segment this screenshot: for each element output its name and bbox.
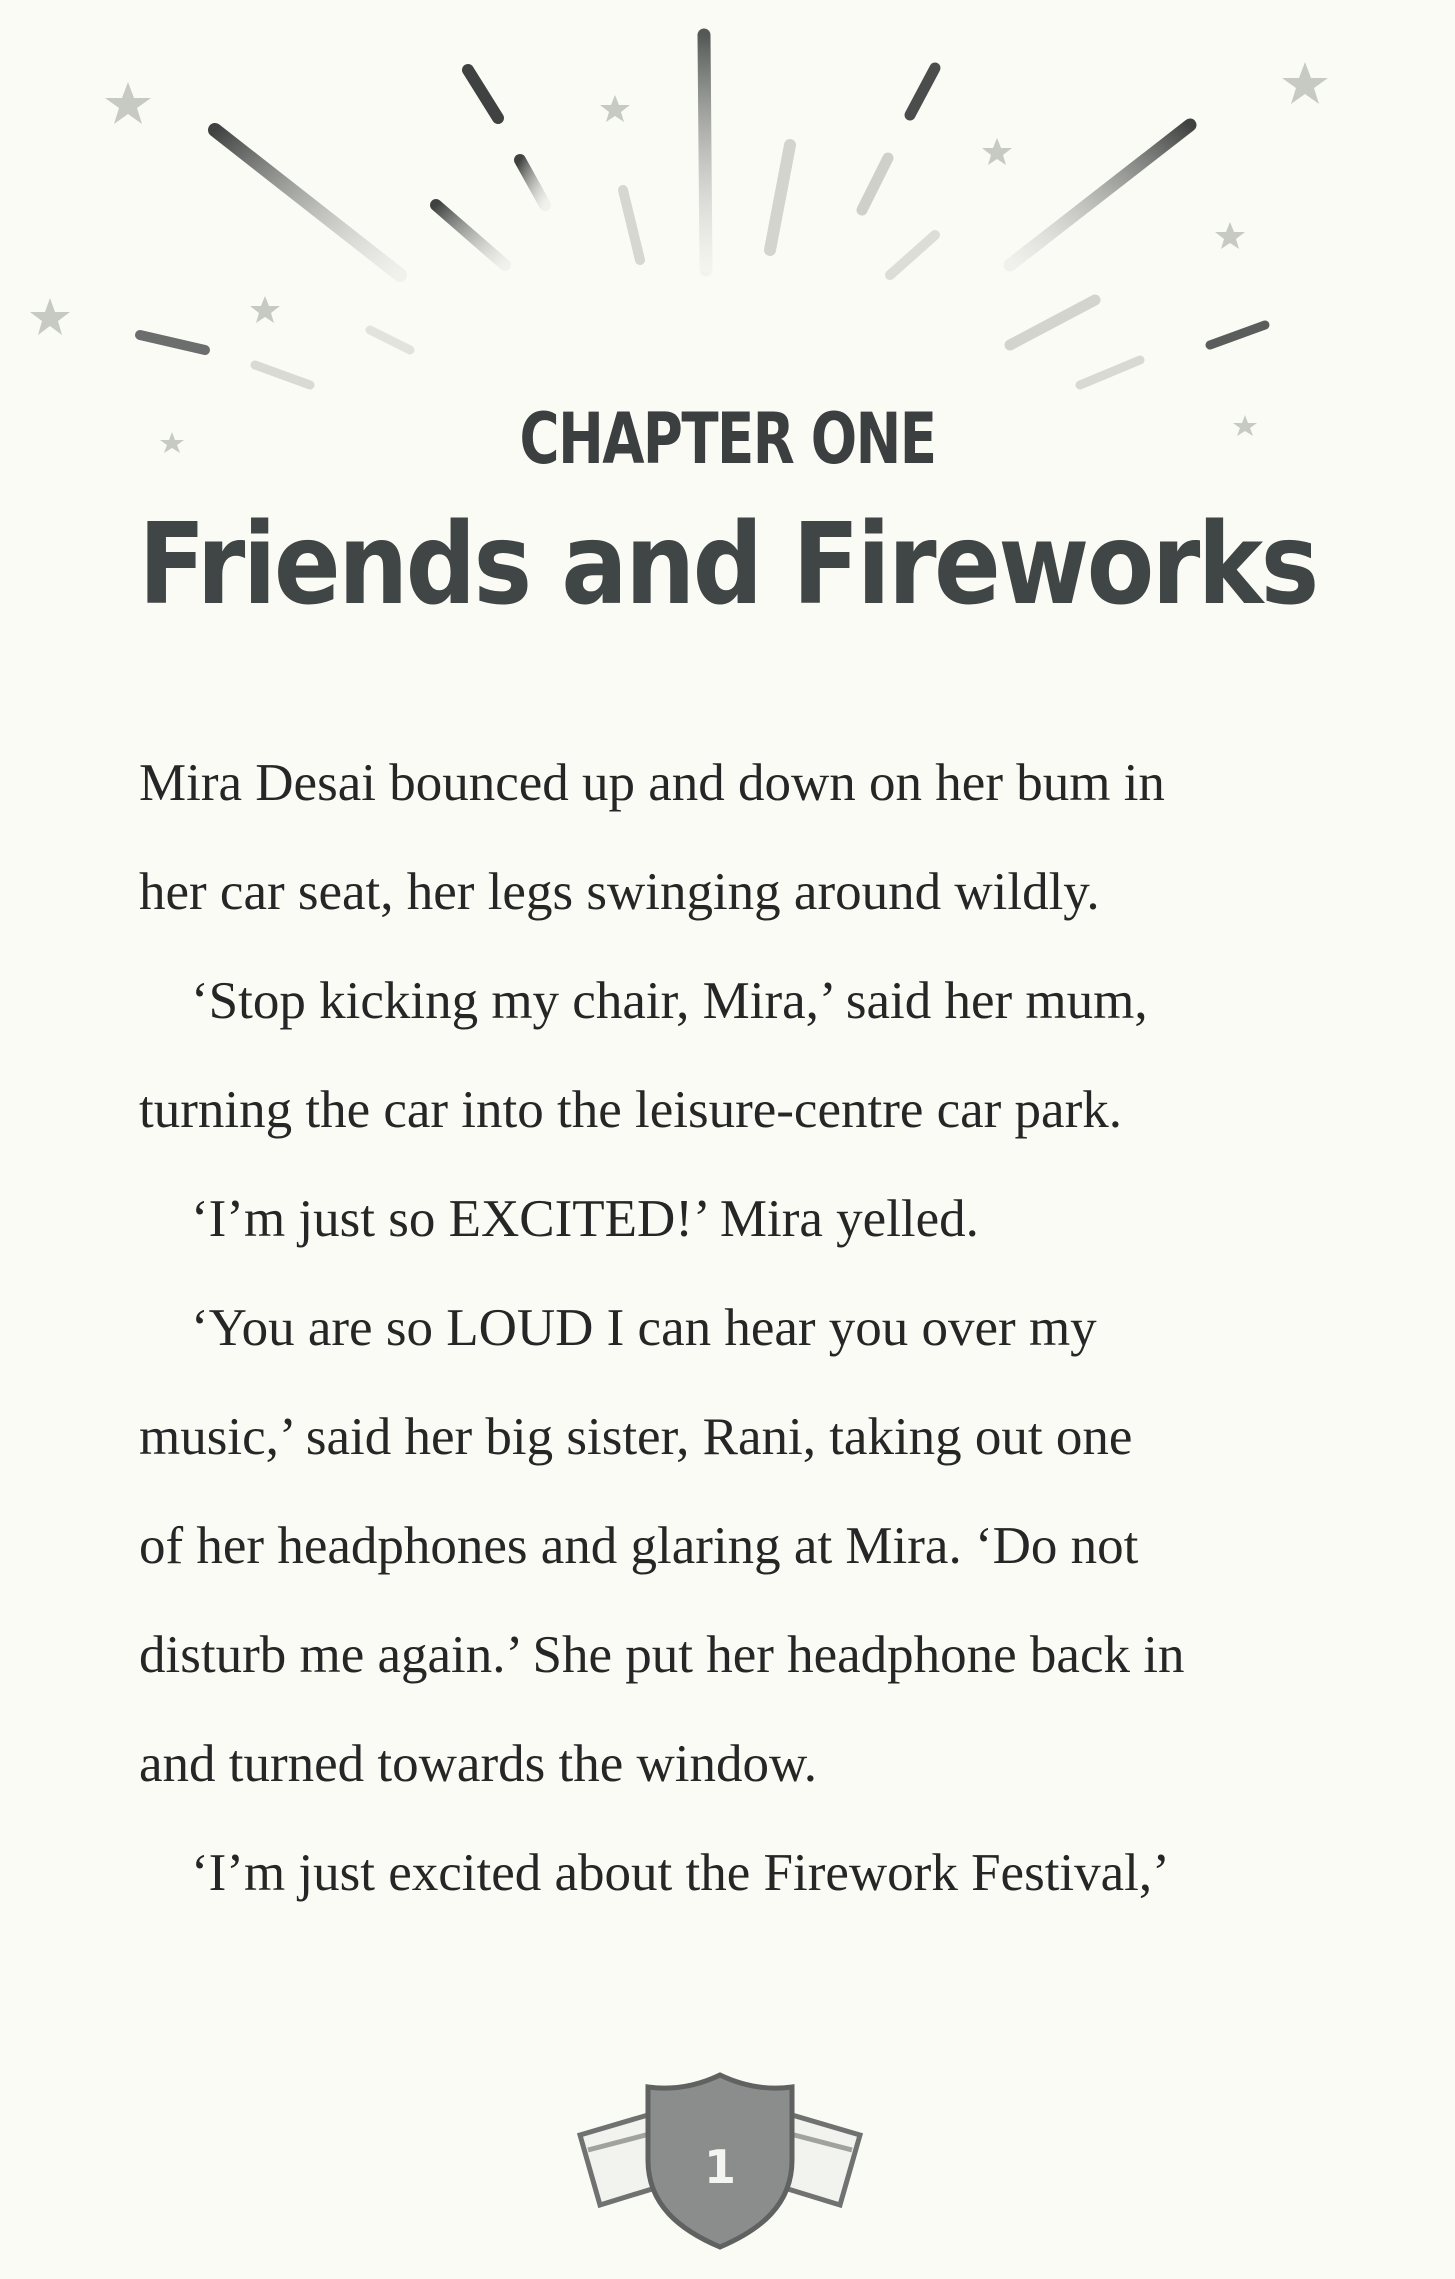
firework-ray — [215, 130, 400, 275]
firework-ray — [520, 160, 545, 205]
text-line: ‘I’m just so EXCITED!’ Mira yelled. — [191, 1190, 979, 1248]
text-line: ‘I’m just excited about the Firework Festival,’ — [191, 1844, 1170, 1902]
text-line: turning the car into the leisure-centre car park. — [139, 1081, 1122, 1139]
text-line: her car seat, her legs swinging around wildly. — [139, 863, 1100, 921]
firework-ray — [910, 68, 935, 115]
star-icon — [250, 296, 280, 323]
page-number: 1 — [703, 2140, 736, 2194]
star-icon — [982, 138, 1012, 165]
star-icon — [30, 298, 70, 335]
firework-ray — [140, 335, 205, 350]
firework-ray — [623, 190, 640, 260]
star-icon — [1282, 62, 1328, 104]
star-icon — [105, 82, 151, 124]
firework-ray — [1010, 125, 1190, 265]
chapter-body-text — [139, 740, 1339, 1939]
text-line: music,’ said her big sister, Rani, taking out one — [139, 1408, 1133, 1466]
firework-ray — [436, 205, 505, 265]
text-line: ‘You are so LOUD I can hear you over my — [191, 1299, 1097, 1357]
firework-ray — [862, 158, 888, 210]
firework-ray — [1010, 300, 1095, 345]
firework-ray — [370, 330, 410, 350]
star-icon — [600, 95, 630, 122]
text-line: ‘Stop kicking my chair, Mira,’ said her mum, — [191, 972, 1148, 1030]
firework-ray — [704, 35, 706, 270]
chapter-title: Friends and Fireworks — [138, 500, 1317, 630]
firework-ray — [770, 145, 790, 250]
firework-ray — [1210, 325, 1265, 345]
text-line: of her headphones and glaring at Mira. ‘Do not — [139, 1517, 1139, 1575]
firework-ray — [1080, 360, 1140, 385]
star-icon — [1215, 222, 1245, 249]
firework-ray — [890, 235, 935, 275]
text-line: Mira Desai bounced up and down on her bum in — [139, 754, 1165, 812]
text-line: and turned towards the window. — [139, 1735, 818, 1793]
firework-ray — [255, 365, 310, 385]
firework-ray — [468, 70, 498, 118]
chapter-label: CHAPTER ONE — [519, 398, 936, 480]
text-line: disturb me again.’ She put her headphone back in — [139, 1626, 1185, 1684]
